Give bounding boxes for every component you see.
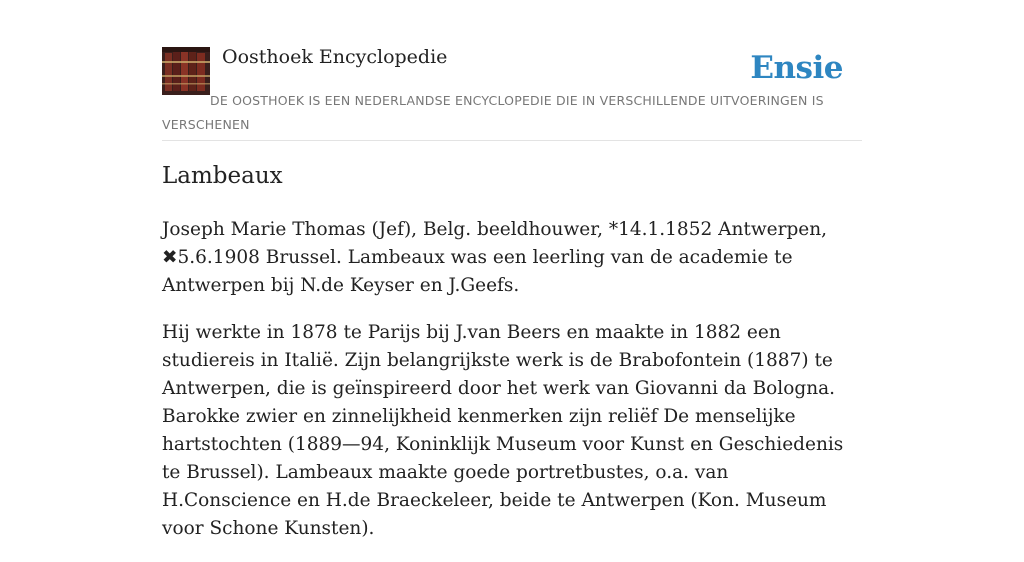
article-body (162, 216, 862, 562)
site-header (162, 0, 862, 141)
site-name[interactable]: Oosthoek Encyclopedie (222, 46, 448, 68)
brand-logo[interactable]: Ensie (750, 50, 843, 86)
article-paragraph: Hij werkte in 1878 te Parijs bij J.van Beers en maakte in 1882 een studiereis in Italië. Zijn belangrijkste werk is de Brabofontein (1887) te Antwerpen, die is geïnspireerd door het werk van Giovanni da Bologna. Barokke zwier en zinnelijkheid kenmerken zijn reliëf De menselijke hartstochten (1889—94, Koninklijk Museum voor Kunst en Geschiedenis te Brussel). Lambeaux maakte goede portretbustes, o.a. van H.Conscience en H.de Braeckeleer, beide te Antwerpen (Kon. Museum voor Schone Kunsten). (162, 322, 844, 539)
article-paragraph: Joseph Marie Thomas (Jef), Belg. beeldhouwer, *14.1.1852 Antwerpen, ✖5.6.1908 Brussel. Lambeaux was een leerling van de academie te Antwerpen bij N.de Keyser en J.Geefs. (162, 219, 828, 296)
site-tagline: DE OOSTHOEK IS EEN NEDERLANDSE ENCYCLOPEDIE DIE IN VERSCHILLENDE UITVOERINGEN IS VERSCHENEN (162, 93, 824, 132)
encyclopedia-books-icon[interactable] (162, 47, 210, 95)
article-title: Lambeaux (162, 163, 283, 189)
